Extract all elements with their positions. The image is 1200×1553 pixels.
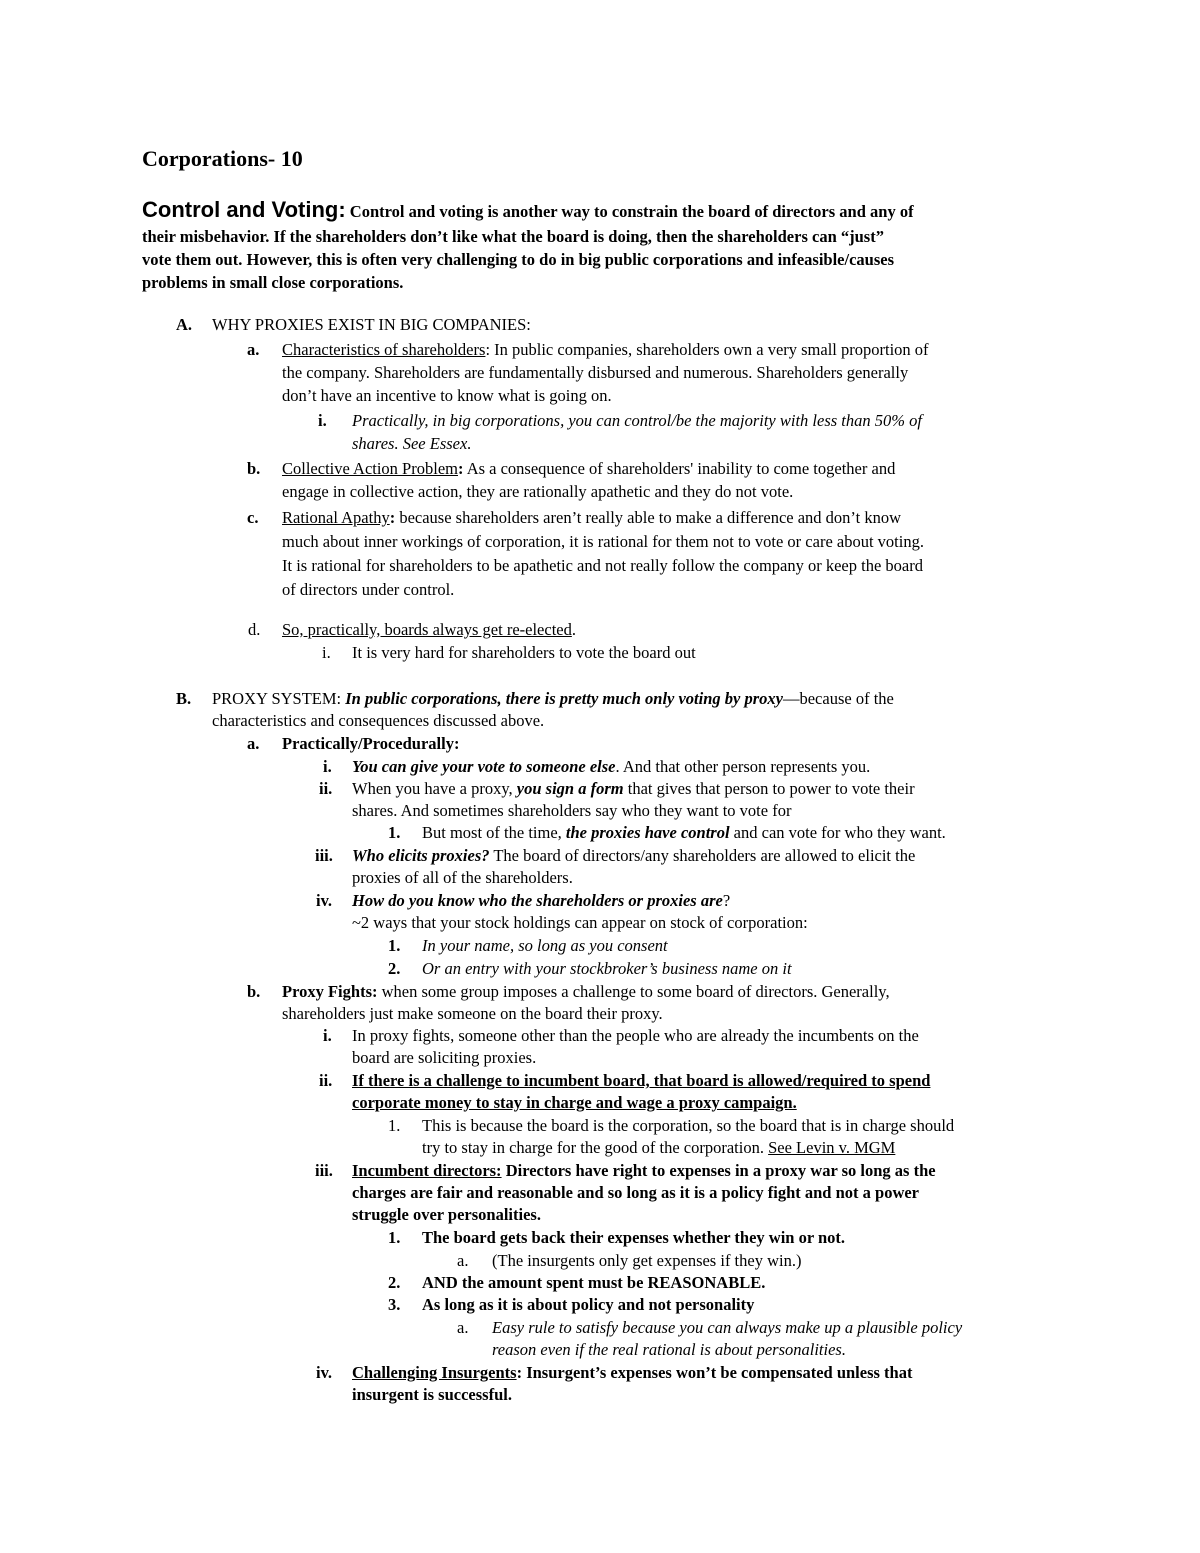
b-b-iii-line-1	[352, 1160, 936, 1182]
b-a-iv-2-text: Or an entry with your stockbroker’s business name on it	[422, 959, 792, 978]
a-d-label: So, practically, boards always get re-elected	[282, 620, 572, 639]
b-a-ii-rest: that gives that person to power to vote their	[623, 779, 915, 798]
intro-heading: Control and Voting:	[142, 197, 346, 222]
section-b-heading-em: In public corporations, there is pretty much only voting by proxy	[345, 689, 783, 708]
b-b-marker: b.	[247, 982, 261, 1001]
document-title: Corporations- 10	[142, 146, 303, 171]
b-b-i-line-2: board are soliciting proxies.	[352, 1048, 537, 1067]
b-a-iii-line-1	[352, 845, 915, 867]
a-c-colon: :	[389, 508, 396, 527]
section-a-heading: WHY PROXIES EXIST IN BIG COMPANIES:	[212, 315, 531, 334]
b-a-iii-marker: iii.	[315, 846, 333, 865]
a-a-line-1	[282, 339, 929, 361]
b-a-i-em: You can give your vote to someone else	[352, 757, 616, 776]
b-b-label: Proxy Fights:	[282, 982, 378, 1001]
a-b-label: Collective Action Problem	[282, 459, 458, 478]
a-b-colon: :	[457, 459, 464, 478]
b-b-iii-line-2: charges are fair and reasonable and so long as it is a policy fight and not a power	[352, 1183, 920, 1202]
intro-line-3: vote them out. However, this is often very challenging to do in big public corporations and infeasible/causes	[142, 250, 894, 269]
b-a-iv-line-2: ~2 ways that your stock holdings can appear on stock of corporation:	[352, 913, 808, 932]
b-b-iii-1-text: The board gets back their expenses whether they win or not.	[422, 1228, 846, 1247]
b-b-ii-line-2: corporate money to stay in charge and wage a proxy campaign.	[352, 1093, 797, 1112]
b-b-line-1	[282, 981, 890, 1003]
b-a-ii-line-2: shares. And sometimes shareholders say who they want to vote for	[352, 801, 792, 820]
b-b-iv-marker: iv.	[316, 1363, 333, 1382]
b-a-ii-1-pre: But most of the time,	[422, 823, 566, 842]
b-a-i-line	[352, 756, 870, 778]
a-b-line-2: engage in collective action, they are rationally apathetic and they do not vote.	[282, 482, 794, 501]
b-b-iv-line-2: insurgent is successful.	[352, 1385, 512, 1404]
b-a-iii-line-2: proxies of all of the shareholders.	[352, 868, 573, 887]
b-a-iv-q: ?	[722, 891, 731, 910]
section-b-heading-rest: —because of the	[782, 689, 894, 708]
b-b-iii-1a-text: (The insurgents only get expenses if they win.)	[492, 1251, 802, 1270]
b-b-iv-label: Challenging Insurgents	[352, 1363, 517, 1382]
b-b-iii-text-1: Directors have right to expenses in a proxy war so long as the	[501, 1161, 936, 1180]
intro-line-1	[142, 197, 914, 225]
b-b-ii-1-marker: 1.	[388, 1116, 401, 1135]
b-a-iv-1-marker: 1.	[388, 936, 401, 955]
b-a-iv-line-1	[352, 890, 730, 912]
a-c-line-3: It is rational for shareholders to be apathetic and not really follow the company or keep the board	[282, 556, 923, 575]
section-a-marker: A.	[176, 315, 193, 334]
a-c-label: Rational Apathy	[282, 508, 390, 527]
b-b-iii-1a-marker: a.	[457, 1251, 469, 1270]
b-a-i-marker: i.	[323, 757, 332, 776]
b-b-iii-3-marker: 3.	[388, 1295, 401, 1314]
section-b-line-2: characteristics and consequences discussed above.	[212, 711, 545, 730]
a-b-text-1: As a consequence of shareholders' inability to come together and	[463, 459, 896, 478]
a-d-line	[282, 619, 576, 641]
b-b-ii-1-line-2	[422, 1137, 895, 1159]
b-b-i-line-1: In proxy fights, someone other than the people who are already the incumbents on the	[352, 1026, 919, 1045]
b-b-iii-label: Incumbent directors:	[352, 1161, 502, 1180]
b-b-iii-3a-line-1: Easy rule to satisfy because you can always make up a plausible policy	[492, 1318, 963, 1337]
b-a-label: Practically/Procedurally:	[282, 734, 460, 753]
b-a-ii-marker: ii.	[319, 779, 333, 798]
b-a-ii-1-em: the proxies have control	[565, 823, 730, 842]
b-a-marker: a.	[247, 734, 260, 753]
b-a-iii-rest: The board of directors/any shareholders are allowed to elicit the	[489, 846, 916, 865]
a-b-marker: b.	[247, 459, 261, 478]
a-a-marker: a.	[247, 340, 260, 359]
b-a-i-rest: . And that other person represents you.	[615, 757, 871, 776]
b-b-text-1: when some group imposes a challenge to some board of directors. Generally,	[377, 982, 890, 1001]
a-c-marker: c.	[247, 508, 259, 527]
b-b-iv-text-1: : Insurgent’s expenses won’t be compensated unless that	[516, 1363, 913, 1382]
b-a-ii-line-1	[352, 778, 915, 800]
intro-line-2: their misbehavior. If the shareholders don’t like what the board is doing, then the shareholders can “just”	[142, 227, 884, 246]
b-a-iv-1-text: In your name, so long as you consent	[422, 936, 668, 955]
b-b-iii-3a-line-2: reason even if the real rational is about personalities.	[492, 1340, 846, 1359]
a-a-i-marker: i.	[318, 411, 327, 430]
a-d-marker: d.	[248, 620, 261, 639]
a-d-period: .	[571, 620, 576, 639]
intro-text-1: Control and voting is another way to constrain the board of directors and any of	[349, 202, 914, 221]
b-b-ii-marker: ii.	[319, 1071, 333, 1090]
b-a-iv-2-marker: 2.	[388, 959, 401, 978]
a-b-line-1	[282, 458, 895, 480]
b-a-ii-pre: When you have a proxy,	[352, 779, 517, 798]
b-b-iii-marker: iii.	[315, 1161, 333, 1180]
b-b-line-2: shareholders just make someone on the board their proxy.	[282, 1004, 663, 1023]
a-c-line-1	[282, 507, 901, 529]
b-a-iv-marker: iv.	[316, 891, 333, 910]
b-b-ii-line-1: If there is a challenge to incumbent board, that board is allowed/required to spend	[352, 1071, 931, 1090]
b-b-iii-1-marker: 1.	[388, 1228, 401, 1247]
a-a-line-2: the company. Shareholders are fundamentally disbursed and numerous. Shareholders generally	[282, 363, 909, 382]
a-c-line-2: much about inner workings of corporation, it is rational for them not to vote or care about voting.	[282, 532, 924, 551]
b-a-ii-1-line	[422, 822, 946, 844]
b-b-iii-line-3: struggle over personalities.	[352, 1205, 541, 1224]
b-b-i-marker: i.	[323, 1026, 332, 1045]
a-a-line-3: don’t have an incentive to know what is going on.	[282, 386, 612, 405]
section-b-marker: B.	[176, 689, 192, 708]
b-a-iv-em: How do you know who the shareholders or proxies are	[352, 891, 723, 910]
intro-line-4: problems in small close corporations.	[142, 273, 404, 292]
b-b-ii-1-line-1: This is because the board is the corporation, so the board that is in charge should	[422, 1116, 955, 1135]
b-b-iii-3a-marker: a.	[457, 1318, 469, 1337]
b-b-iii-2-text: AND the amount spent must be REASONABLE.	[422, 1273, 766, 1292]
b-b-ii-1-cite: See Levin v. MGM	[768, 1138, 896, 1157]
a-a-text-1: : In public companies, shareholders own a very small proportion of	[485, 340, 929, 359]
a-c-line-4: of directors under control.	[282, 580, 455, 599]
a-c-text-1: because shareholders aren’t really able to make a difference and don’t know	[395, 508, 901, 527]
b-b-iii-3-text: As long as it is about policy and not personality	[422, 1295, 755, 1314]
a-d-i-marker: i.	[322, 643, 331, 662]
section-b-line-1	[212, 688, 894, 710]
a-a-label: Characteristics of shareholders	[282, 340, 486, 359]
section-b-heading: PROXY SYSTEM:	[212, 689, 342, 708]
a-a-i-line-1: Practically, in big corporations, you can control/be the majority with less than 50% of	[352, 411, 922, 430]
b-a-iii-em: Who elicits proxies?	[352, 846, 490, 865]
a-d-i-text: It is very hard for shareholders to vote the board out	[352, 643, 696, 662]
b-b-ii-1-text-2: try to stay in charge for the good of the corporation.	[422, 1138, 769, 1157]
b-b-iv-line-1	[352, 1362, 912, 1384]
b-a-ii-1-rest: and can vote for who they want.	[729, 823, 946, 842]
a-a-i-line-2: shares. See Essex.	[352, 434, 472, 453]
b-b-iii-2-marker: 2.	[388, 1273, 401, 1292]
b-a-ii-1-marker: 1.	[388, 823, 401, 842]
b-a-ii-em: you sign a form	[516, 779, 624, 798]
